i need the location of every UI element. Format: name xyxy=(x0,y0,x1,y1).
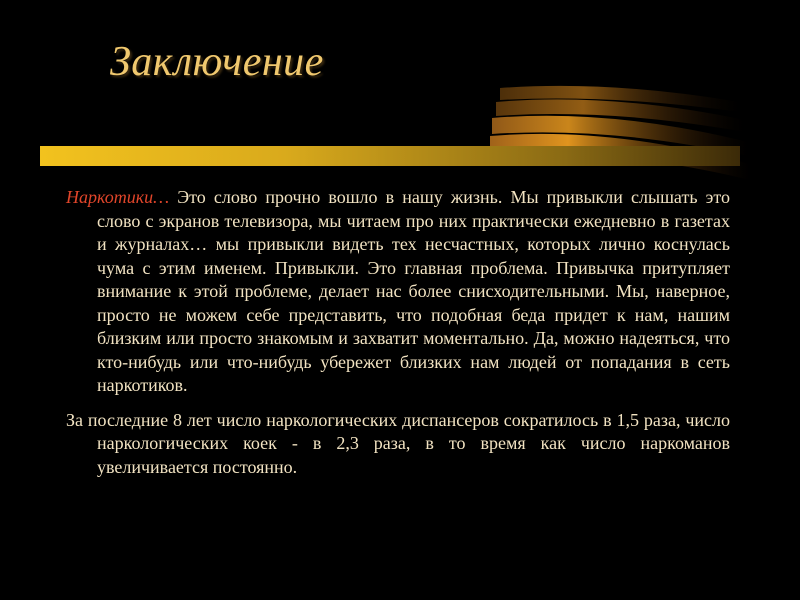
title-underline-bar xyxy=(40,146,740,166)
paragraph-statistics: За последние 8 лет число наркологических диспансеров сократилось в 1,5 раза, число наркологических коек - в 2,3 раза, в то время как число наркоманов увеличивается постоянно. xyxy=(66,409,730,477)
slide-body xyxy=(66,186,730,479)
paragraph-narcotics xyxy=(66,186,730,398)
paragraph-text: Это слово прочно вошло в нашу жизнь. Мы привыкли слышать это слово с экранов телевизора, мы читаем про них практически ежедневно в газетах и журналах… мы привыкли видеть тех несчастных, которых лично коснулась чума с этим именем. Привыкли. Это главная проблема. Привычка притупляет внимание к этой проблеме, делает нас более снисходительными. Мы, наверное, просто не можем себе представить, что подобная беда придет к нам, нашим близким или просто знакомым и захватит моментально. Да, можно надеяться, что кто-нибудь или что-нибудь убережет близких нам людей от попадания в сеть наркотиков. xyxy=(97,187,730,395)
slide-title: Заключение xyxy=(110,39,324,85)
decorative-light-bands xyxy=(490,80,750,190)
paragraph-lead-word: Наркотики… xyxy=(66,187,170,207)
